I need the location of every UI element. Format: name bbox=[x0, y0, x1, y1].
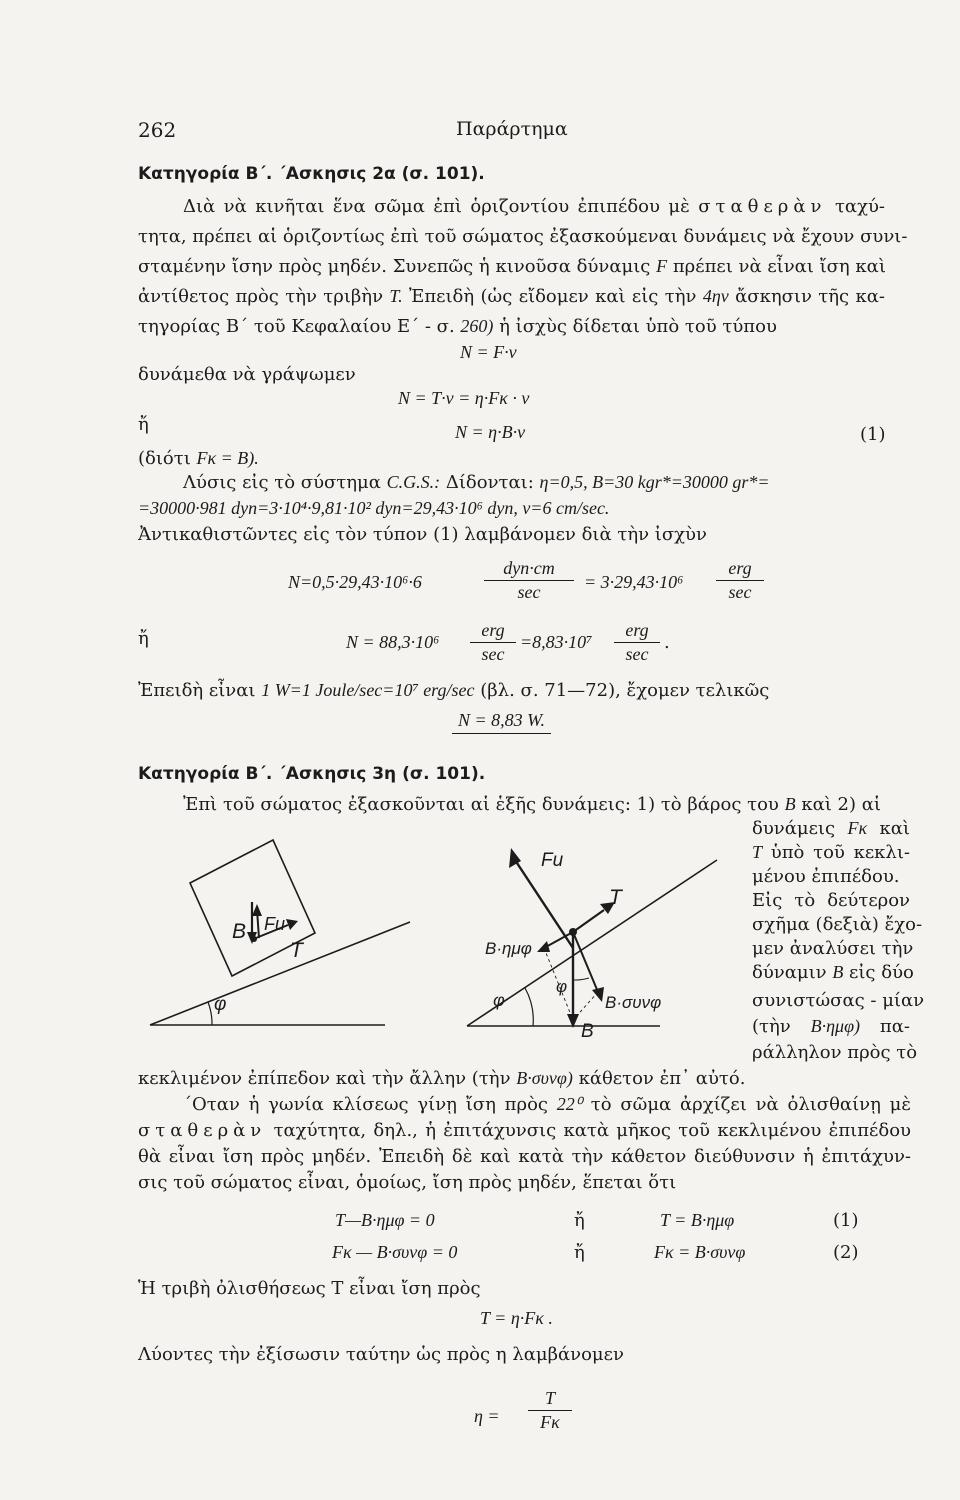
paragraph-line: κεκλιμένον ἐπίπεδον καὶ τὴν ἄλλην (τὴν B·συνφ) κάθετον ἐπ᾿ αὐτό. bbox=[138, 1068, 746, 1089]
side-text-line: T ὑπὸ τοῦ κεκλι- bbox=[752, 842, 910, 863]
text-friction: Ἡ τριβὴ ὀλισθήσεως T εἶναι ἴση πρὸς bbox=[138, 1278, 481, 1299]
figure-block-on-incline bbox=[140, 820, 440, 1030]
eta-lhs: η = bbox=[474, 1406, 500, 1426]
running-title: Παράρτημα bbox=[456, 118, 568, 140]
calc-power-result: N = 88,3·10⁶ bbox=[346, 632, 440, 652]
fraction-dyn-cm-sec: dyn·cm sec bbox=[484, 558, 574, 603]
side-text-line: Εἰς τὸ δεύτερον bbox=[752, 890, 910, 911]
paragraph-line: τηγορίας Β΄ τοῦ Κεφαλαίου Ε΄ - σ. 260) ἡ ἰσχὺς δίδεται ὑπὸ τοῦ τύπου bbox=[138, 316, 777, 337]
equation-number: (1) bbox=[833, 1210, 859, 1231]
figure-force-decomposition bbox=[455, 830, 755, 1045]
angle-arc-inner bbox=[573, 978, 589, 980]
section-heading-3: Κατηγορία Β΄. ΄Ασκησις 3η (σ. 101). bbox=[138, 764, 486, 784]
period: . bbox=[664, 632, 670, 653]
fraction-eta: $\frac{T}{F\kappa}$ bbox=[528, 1388, 572, 1433]
text-write: δυνάμεθα νὰ γράψωμεν bbox=[138, 364, 356, 385]
friction-arrowhead bbox=[286, 919, 298, 930]
construction-line bbox=[573, 992, 598, 1020]
paragraph-line: σις τοῦ σώματος εἶναι, ὁμοίως, ἴση πρὸς μηδέν, ἕπεται ὅτι bbox=[138, 1172, 677, 1193]
fraction-erg-sec: erg sec bbox=[614, 620, 660, 665]
equation-n-hbv: N = η·B·v bbox=[455, 422, 526, 442]
center-dot bbox=[569, 928, 577, 936]
section-heading-2a: Κατηγορία Β΄. ΄Ασκησις 2α (σ. 101). bbox=[138, 164, 485, 184]
equation-number: (1) bbox=[860, 424, 886, 445]
calc-power-lhs: N=0,5·29,43·10⁶·6 bbox=[288, 572, 422, 592]
label-T: T bbox=[290, 939, 303, 962]
label-B: B bbox=[581, 1021, 594, 1042]
side-text-line: ράλληλον πρὸς τὸ bbox=[752, 1042, 918, 1063]
calc-power-mid: = 3·29,43·10⁶ bbox=[584, 572, 684, 592]
paragraph-line: Διὰ νὰ κινῆται ἕνα σῶμα ἐπὶ ὁριζοντίου ἐπιπέδου μὲ σταθερὰν ταχύ- bbox=[183, 196, 885, 217]
label-Fu: Fu bbox=[264, 914, 286, 934]
normal-force-arrowhead bbox=[252, 904, 262, 916]
or-label: ἤ bbox=[574, 1210, 585, 1231]
side-text-line: μεν ἀναλύσει τὴν bbox=[752, 938, 914, 959]
solution-line: Λύσις εἰς τὸ σύστημα C.G.S.: Δίδονται: η=0,5, B=30 kgr*=30000 gr*= bbox=[183, 472, 770, 493]
label-B-cos: B·συνφ bbox=[605, 993, 662, 1012]
equation-a-left: T—B·ημφ = 0 bbox=[335, 1210, 435, 1230]
or-label: ἤ bbox=[138, 628, 149, 649]
paragraph-line: σταμένην ἴσην πρὸς μηδέν. Συνεπῶς ἡ κινοῦσα δύναμις F πρέπει νὰ εἶναι ἴση καὶ bbox=[138, 256, 886, 277]
incline-line bbox=[150, 922, 410, 1025]
or-label: ἤ bbox=[138, 414, 149, 435]
fraction-erg-sec: erg sec bbox=[716, 558, 764, 603]
center-dot bbox=[251, 936, 257, 942]
paragraph-line: Ἐπὶ τοῦ σώματος ἐξασκοῦνται αἱ ἑξῆς δυνάμεις: 1) τὸ βάρος του B καὶ 2) αἱ bbox=[183, 794, 881, 815]
page-number: 262 bbox=[138, 118, 177, 142]
final-result: N = 8,83 W. bbox=[452, 710, 551, 734]
label-phi: φ bbox=[493, 990, 505, 1010]
fraction-erg-sec: erg sec bbox=[470, 620, 516, 665]
label-phi: φ bbox=[214, 994, 227, 1015]
paragraph-line: θὰ εἶναι ἴση πρὸς μηδέν. Ἐπειδὴ δὲ καὶ κατὰ τὴν κάθετον διεύθυνσιν ἡ ἐπιτάχυν- bbox=[138, 1146, 911, 1167]
equation-n-fv: N = F·v bbox=[460, 342, 517, 362]
side-text-line: δυνάμεις Fκ καὶ bbox=[752, 818, 910, 839]
text-solving: Λύοντες τὴν ἐξίσωσιν ταύτην ὡς πρὸς η λαμβάνομεν bbox=[138, 1344, 624, 1365]
angle-arc bbox=[208, 1002, 212, 1025]
equation-a-right: T = B·ημφ bbox=[660, 1210, 735, 1230]
angle-arc bbox=[525, 988, 533, 1026]
substitution-text: Ἀντικαθιστῶντες εἰς τὸν τύπον (1) λαμβάνομεν διὰ τὴν ἰσχὺν bbox=[138, 524, 707, 545]
side-text-line: μένου ἐπιπέδου. bbox=[752, 866, 900, 887]
side-text-line: σχῆμα (δεξιὰ) ἔχο- bbox=[752, 914, 923, 935]
paragraph-line: τητα, πρέπει αἱ ὁριζοντίως ἐπὶ τοῦ σώματος ἐξασκούμεναι δυνάμεις νὰ ἔχουν συνι- bbox=[138, 226, 908, 247]
solution-line: =30000·981 dyn=3·10⁴·9,81·10² dyn=29,43·10⁶ dyn, v=6 cm/sec. bbox=[138, 498, 610, 518]
label-B: B bbox=[232, 920, 247, 943]
equation-number: (2) bbox=[833, 1242, 859, 1263]
because-note: (διότι Fκ = B). bbox=[138, 448, 259, 469]
equation-b-left: Fκ — B·συνφ = 0 bbox=[332, 1242, 458, 1262]
paragraph-line: σταθερὰν ταχύτητα, δηλ., ἡ ἐπιτάχυνσις κατὰ μῆκος τοῦ κεκλιμένου ἐπιπέδου bbox=[138, 1120, 911, 1141]
or-label: ἤ bbox=[574, 1242, 585, 1263]
paragraph-line: ἀντίθετος πρὸς τὴν τριβὴν T. Ἐπειδὴ (ὡς εἴδομεν καὶ εἰς τὴν 4ην ἄσκησιν τῆς κα- bbox=[138, 286, 885, 307]
component-cos-arrowhead bbox=[592, 987, 604, 1002]
paragraph-line: ΄Οταν ἡ γωνία κλίσεως γίνῃ ἴση πρὸς 22⁰ τὸ σῶμα ἀρχίζει νὰ ὀλισθαίνῃ μὲ bbox=[183, 1094, 911, 1115]
label-T: T bbox=[609, 886, 622, 909]
label-Fu: Fu bbox=[541, 850, 564, 871]
component-sin-arrowhead bbox=[537, 941, 550, 952]
equation-b-right: Fκ = B·συνφ bbox=[654, 1242, 746, 1262]
normal-force-arrow bbox=[515, 860, 573, 948]
side-text-line: (τὴν B·ημφ) πα- bbox=[752, 1016, 910, 1037]
equation-friction: T = η·Fκ . bbox=[480, 1308, 553, 1328]
friction-arrow bbox=[573, 910, 604, 932]
label-phi-inner: φ bbox=[556, 977, 568, 996]
calc-power-converted: =8,83·10⁷ bbox=[520, 632, 593, 652]
equation-n-tv: N = T·v = η·Fκ · v bbox=[398, 388, 530, 408]
side-text-line: δύναμιν B εἰς δύο bbox=[752, 962, 914, 983]
label-B-sin: B·ημφ bbox=[485, 939, 532, 958]
side-text-line: συνιστώσας - μίαν bbox=[752, 990, 925, 1011]
final-line: Ἐπειδὴ εἶναι 1 W=1 Joule/sec=10⁷ erg/sec (βλ. σ. 71—72), ἔχομεν τελικῶς bbox=[138, 680, 770, 701]
